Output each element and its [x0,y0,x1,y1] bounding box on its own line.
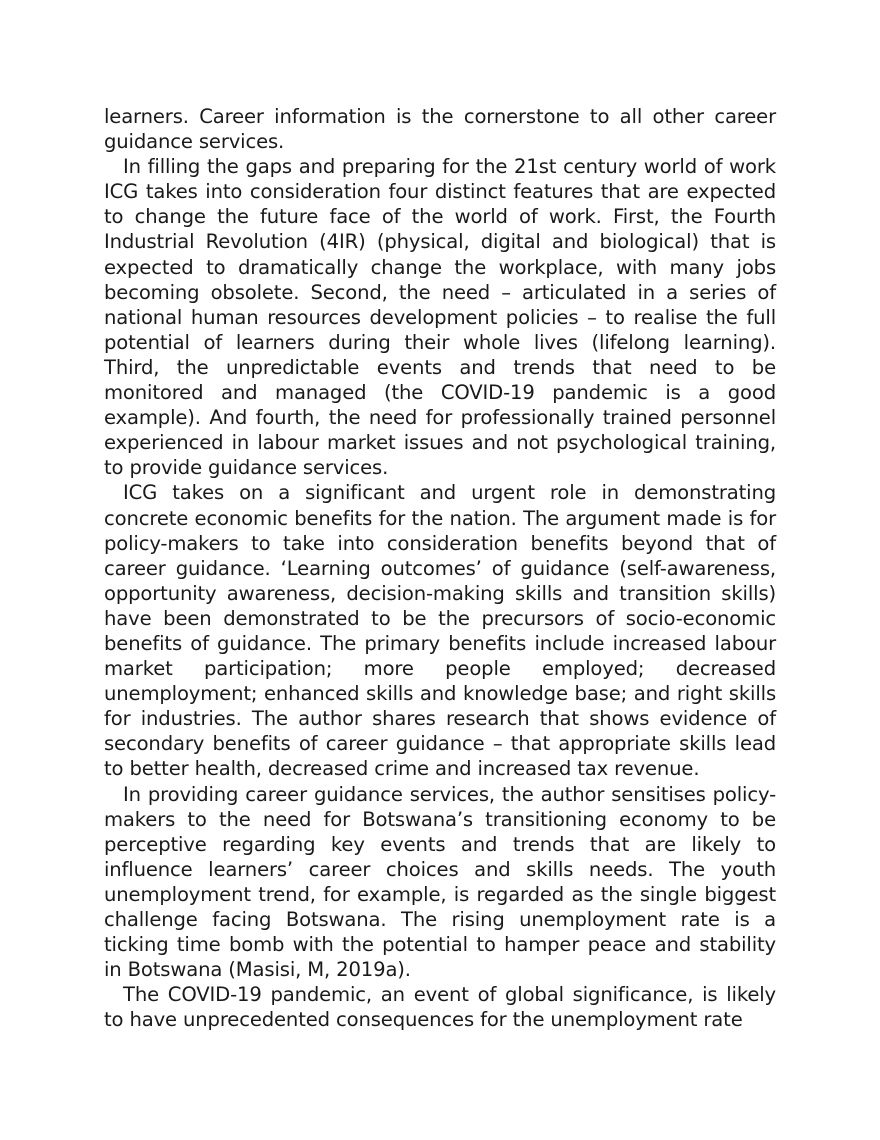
document-page [104,104,776,1032]
paragraph-economic-benefits: ICG takes on a significant and urgent role in demonstrating concrete economic benefits for the nation. The argument made is for policy-makers to take into consideration benefits beyond that of career guidance. ‘Learning outcomes’ of guidance (self-awareness, opportunity awareness, decision-making skills and transition skills) have been demonstrated to be the precursors of socio-economic benefits of guidance. The primary benefits include increased labour market participation; more people employed; decreased unemployment; enhanced skills and knowledge base; and right skills for industries. The author shares research that shows evidence of secondary benefits of career guidance – that appropriate skills lead to better health, decreased crime and increased tax revenue. [104,481,776,781]
paragraph-botswana-economy: In providing career guidance services, the author sensitises policy-makers to the need for Botswana’s transitioning economy to be perceptive regarding key events and trends that are likely to influence learners’ career choices and skills needs. The youth unemployment trend, for example, is regarded as the single biggest challenge facing Botswana. The rising unemployment rate is a ticking time bomb with the potential to hamper peace and stability in Botswana (Masisi, M, 2019a). [104,782,776,982]
paragraph-21st-century-features: In filling the gaps and preparing for the 21st century world of work ICG takes into consideration four distinct features that are expected to change the future face of the world of work. First, the Fourth Industrial Revolution (4IR) (physical, digital and biological) that is expected to dramatically change the workplace, with many jobs becoming obsolete. Second, the need – articulated in a series of national human resources development policies – to realise the full potential of learners during their whole lives (lifelong learning). Third, the unpredictable events and trends that need to be monitored and managed (the COVID-19 pandemic is a good example). And fourth, the need for professionally trained personnel experienced in labour market issues and not psychological training, to provide guidance services. [104,155,776,480]
paragraph-covid-19: The COVID-19 pandemic, an event of global significance, is likely to have unprecedented consequences for the unemployment rate [104,983,776,1032]
paragraph-continued: learners. Career information is the cornerstone to all other career guidance services. [104,105,776,154]
